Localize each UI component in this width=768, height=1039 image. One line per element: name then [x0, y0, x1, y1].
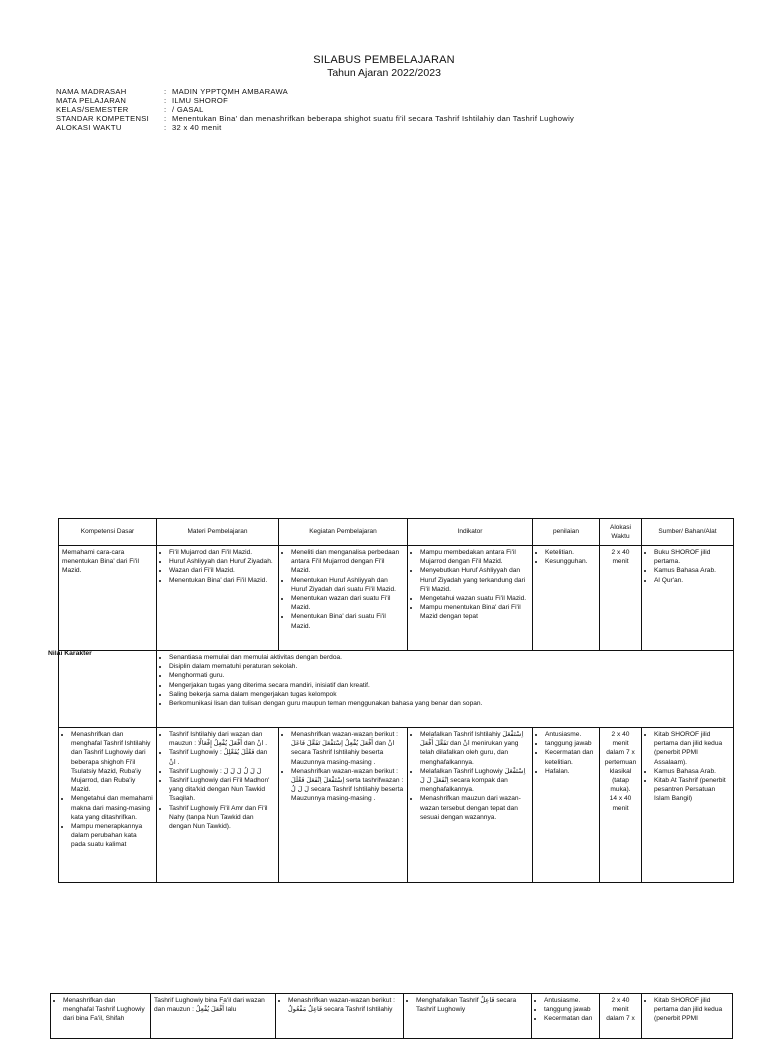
list-item: • Buku SHOROF jilid pertama. — [654, 548, 730, 566]
list-item: • Mengerjakan tugas yang diterima secara mandiri, inisiatif dan kreatif. — [169, 681, 730, 690]
list-item: • Menghafalkan Tashrif فَاعِلٌ secara Tashrif Lughowiy — [416, 996, 528, 1014]
info-row — [56, 124, 574, 133]
table-row — [59, 546, 734, 651]
kd-cell — [51, 994, 151, 1039]
penilaian-cell — [532, 994, 600, 1039]
alokasi-cell — [600, 994, 642, 1039]
info-row — [56, 115, 574, 124]
info-colon: : — [164, 104, 167, 114]
list-item: • Fi'il Mujarrod dan Fi'il Mazid. — [169, 548, 275, 557]
info-value: 32 x 40 menit — [172, 122, 222, 132]
materi-cell — [157, 546, 279, 651]
indikator-cell — [408, 728, 533, 883]
nilai-karakter-label: Nilai Karakter — [48, 650, 92, 657]
list-item: • Mampu menentukan Bina' dari Fi'il Mazid dengan tepat — [420, 603, 529, 621]
list-item: • Menashrifkan wazan-wazan berikut : أَفْعَلَ يُفْعِلُ اِسْتَفْعَلَ تَفَعَّلَ فَاعَلَ dan انْ secara Tashrif Ishtilahiy beserta Mauzunnya masing-masing . — [291, 730, 404, 767]
info-key: ALOKASI WAKTU — [56, 122, 122, 132]
info-colon: : — [164, 122, 167, 132]
alokasi-cell — [600, 728, 642, 883]
list-item: • Berkomunikasi lisan dan tulisan dengan guru maupun teman menggunakan bahasa yang benar dan sopan. — [169, 699, 730, 708]
list-item: • Kesungguhan. — [545, 557, 596, 566]
alokasi-cell — [600, 546, 642, 651]
info-value: ILMU SHOROF — [172, 95, 229, 105]
cell-text: 2 x 40 menit dalam 7 x — [606, 997, 635, 1023]
info-colon: : — [164, 87, 167, 96]
list-item: • Mampu membedakan antara Fi'il Mujarrod dengan Fi'il Mazid. — [420, 548, 529, 566]
list-item: • Menentukan Bina' dari suatu Fi'il Mazid. — [291, 612, 404, 630]
list-item: • Menashrifkan dan menghafal Tashrif Lughowiy dari bina Fa'il, Shifah — [63, 996, 147, 1024]
info-colon: : — [164, 95, 167, 105]
list-item: • Kitab SHOROF jilid pertama dan jilid kedua (penerbit PPMI — [654, 996, 729, 1024]
cell-text: 14 x 40 menit — [609, 795, 632, 812]
materi-cell — [157, 728, 279, 883]
list-item: • Kitab At Tashrif (penerbit pesantren Persatuan Islam Bangil) — [654, 776, 730, 804]
list-item: • Kecermatan dan — [544, 1014, 596, 1023]
col-header: Indikator — [408, 519, 533, 546]
syllabus-table-continued — [50, 993, 733, 1039]
list-item: • Mampu menerapkannya dalam perubahan kata pada suatu kalimat — [71, 822, 153, 850]
penilaian-cell — [533, 728, 600, 883]
list-item: • Tashrif Lughowiy : لَ لَ لُ لَ لَ لَ — [169, 767, 275, 776]
list-item: • Meneliti dan menganalisa perbedaan antara Fi'il Mujarrod dengan Fi'il Mazid. — [291, 548, 404, 576]
info-key: NAMA MADRASAH — [56, 87, 127, 96]
list-item: • Kamus Bahasa Arab. — [654, 566, 730, 575]
cell-text: Tashrif Lughowiy bina Fa'il dari wazan dan mauzun : أَفْعَلَ يُفْعِلُ lalu — [154, 997, 265, 1014]
list-item: • Tashrif Lughowiy : فَعْلَلَ يُفَعْلِلُ dan انْ . — [169, 748, 275, 766]
info-value: / GASAL — [172, 104, 204, 114]
col-header: Materi Pembelajaran — [157, 519, 279, 546]
col-header: Kompetensi Dasar — [59, 519, 157, 546]
list-item: • Huruf Ashliyyah dan Huruf Ziyadah. — [169, 557, 275, 566]
list-item: • Melafalkan Tashrif Lughowiy اِسْتَفْعَلَ اِنْفَعَلَ لَ لَ secara kompak dan menghafalkannya. — [420, 767, 529, 795]
col-header: Alokasi Waktu — [600, 519, 642, 546]
list-item: • Tashrif Lughowiy dari Fi'il Madhon' yang dita'kid dengan Nun Tawkid Tsaqilah. — [169, 776, 275, 804]
cell-text: 2 x 40 menit — [611, 549, 630, 566]
cell-text: 2 x 40 menit dalam 7 x pertemuan klasikal (tatap muka). — [604, 731, 637, 794]
table-row — [51, 994, 733, 1039]
list-item: • Tashrif Lughowiy Fi'il Amr dan Fi'il Nahy (tanpa Nun Tawkid dan dengan Nun Tawkid). — [169, 804, 275, 832]
list-item: • Menentukan wazan dari suatu Fi'il Mazid. — [291, 594, 404, 612]
table-row — [59, 728, 734, 883]
list-item: • Mengetahui wazan suatu Fi'il Mazid. — [420, 594, 529, 603]
info-value: Menentukan Bina' dan menashrifkan beberapa shighot suatu fi'il secara Tashrif Ishtilahiy dan Tashrif Lughowiy — [172, 113, 575, 123]
col-header: Kegiatan Pembelajaran — [279, 519, 408, 546]
list-item: • tanggung jawab — [545, 739, 596, 748]
indikator-cell — [408, 546, 533, 651]
list-item: • Hafalan. — [545, 767, 596, 776]
list-item: • Menashrifkan wazan-wazan berikut : اِسْتَفْعَلَ اِنْفَعَلَ فَعْلَلَ serta tashrifwazan : لَ لَ لُ secara Tashrif Ishtilahiy beserta Mauzunnya masing-masing . — [291, 767, 404, 804]
list-item: • Tashrif Ishtilahiy dari wazan dan mauzun : أَفْعَلَ يُفْعِلُ إِفْعَالًا dan انْ . — [169, 730, 275, 748]
list-item: • Ketelitian. — [545, 548, 596, 557]
academic-year: Tahun Ajaran 2022/2023 — [327, 67, 441, 79]
table-header-row — [59, 519, 734, 546]
list-item: • Mengetahui dan memahami makna dari masing-masing kata yang ditashrifkan. — [71, 794, 153, 822]
info-key: STANDAR KOMPETENSI — [56, 113, 150, 123]
list-item: • Wazan dari Fi'il Mazid. — [169, 566, 275, 575]
materi-cell — [151, 994, 276, 1039]
page-title: SILABUS PEMBELAJARAN — [313, 54, 455, 66]
info-row — [56, 88, 574, 97]
list-item: • Antusiasme. — [544, 996, 596, 1005]
kegiatan-cell — [279, 728, 408, 883]
list-item: • Kitab SHOROF jilid pertama dan jilid kedua (penerbit PPMI Assalaam). — [654, 730, 730, 767]
info-row — [56, 97, 574, 106]
list-item: • Al Qur'an. — [654, 576, 730, 585]
info-key: MATA PELAJARAN — [56, 95, 127, 105]
cell-text: Memahami cara-cara menentukan Bina' dari Fi'il Mazid. — [62, 549, 139, 575]
list-item: • Menashrifkan dan menghafal Tashrif Ishtilahiy dan Tashrif Lughowiy dari beberapa shighoh Fi'il Tsulatsiy Mazid, Ruba'iy Mujarrod, dan Ruba'iy Mazid. — [71, 730, 153, 794]
list-item: • Antusiasme. — [545, 730, 596, 739]
indikator-cell — [404, 994, 532, 1039]
list-item: • Kecermatan dan ketelitian. — [545, 748, 596, 766]
table-row — [59, 651, 734, 728]
list-item: • Menashrifkan mauzun dari wazan-wazan tersebut dengan tepat dan sesuai dengan wazannya. — [420, 794, 529, 822]
col-header: penilaian — [533, 519, 600, 546]
kd-cell — [59, 546, 157, 651]
kd-cell — [59, 728, 157, 883]
kegiatan-cell — [279, 546, 408, 651]
info-key: KELAS/SEMESTER — [56, 104, 129, 114]
penilaian-cell — [533, 546, 600, 651]
sumber-cell — [642, 994, 733, 1039]
sumber-cell — [642, 546, 734, 651]
col-header: Sumber/ Bahan/Alat — [642, 519, 734, 546]
info-value: MADIN YPPTQMH AMBARAWA — [172, 87, 289, 96]
list-item: • Kamus Bahasa Arab. — [654, 767, 730, 776]
nilai-label-cell — [59, 651, 157, 728]
kegiatan-cell — [276, 994, 404, 1039]
list-item: • Menyebutkan Huruf Ashliyyah dan Huruf Ziyadah yang terkandung dari Fi'il Mazid. — [420, 566, 529, 594]
info-colon: : — [164, 113, 167, 123]
list-item: • Menentukan Bina' dari Fi'il Mazid. — [169, 576, 275, 585]
list-item: • Menashrifkan wazan-wazan berikut : فَاعِلٌ مَفْعُولٌ secara Tashrif Ishtilahiy — [288, 996, 400, 1014]
list-item: • Disiplin dalam mematuhi peraturan sekolah. — [169, 662, 730, 671]
sumber-cell — [642, 728, 734, 883]
list-item: • Senantiasa memulai dan memulai aktivitas dengan berdoa. — [169, 653, 730, 662]
info-block — [56, 88, 574, 133]
list-item: • Saling bekerja sama dalam mengerjakan tugas kelompok — [169, 690, 730, 699]
nilai-karakter-cell — [157, 651, 734, 728]
list-item: • Menentukan Huruf Ashliyyah dan Huruf Ziyadah dari suatu Fi'il Mazid. — [291, 576, 404, 594]
syllabus-table — [58, 518, 734, 883]
list-item: • tanggung jawab — [544, 1005, 596, 1014]
list-item: • Menghormati guru. — [169, 671, 730, 680]
list-item: • Melafalkan Tashrif Ishtilahiy اِسْتَفْعَلَ تَفَعَّلَ أَفْعَلَ dan انْ menirukan yang telah dilafalkan oleh guru, dan menghafalkannya. — [420, 730, 529, 767]
